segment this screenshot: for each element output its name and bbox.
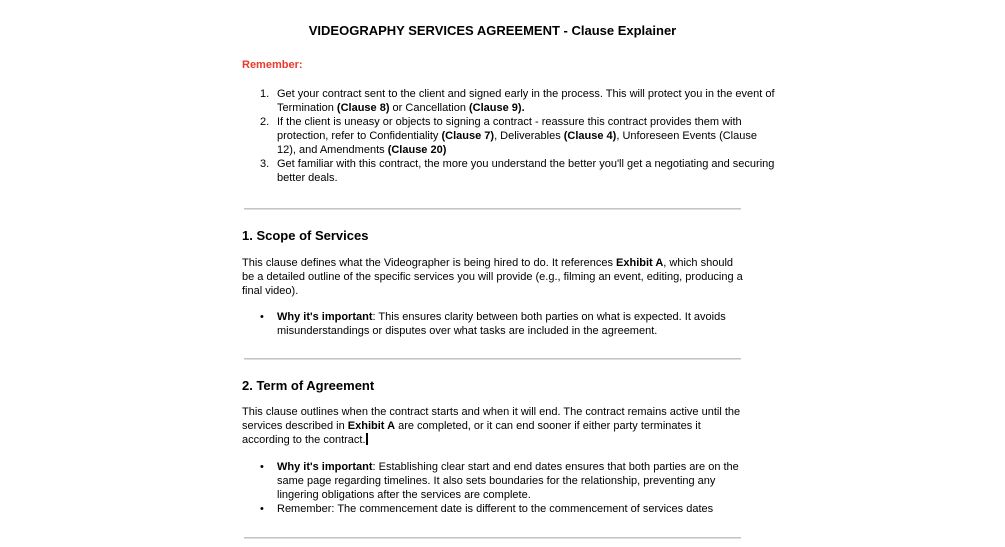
document-title: VIDEOGRAPHY SERVICES AGREEMENT - Clause Explainer (308, 23, 677, 38)
item-text: Get your contract sent to the client and signed early in the process. This will protect you in the event of Termination (Clause 8) or Cancellation (Clause 9). (277, 88, 775, 114)
section-paragraph[interactable]: This clause outlines when the contract starts and when it will end. The contract remains active until the services described in Exhibit A are completed, or it can end sooner if either party terminates it according to the contract. (242, 406, 741, 446)
section-paragraph: This clause defines what the Videographer is being hired to do. It references Exhibit A, which should be a detailed outline of the specific services you will provide (e.g., filming an event, editing, producing a final video). (242, 257, 743, 297)
item-text: Why it's important: Establishing clear start and end dates ensures that both parties are on the same page regarding timelines. It also sets boundaries for the relationship, preventing any lingering obligations after the services are complete. (277, 461, 739, 501)
bullet-item (260, 502, 757, 516)
item-text: Why it's important: This ensures clarity between both parties on what is expected. It avoids misunderstandings or disputes over what tasks are included in the agreement. (277, 311, 726, 337)
section-bullets (242, 310, 757, 338)
item-text: If the client is uneasy or objects to signing a contract - reassure this contract provides them with protection, refer to Confidentiality (Clause 7), Deliverables (Clause 4), Unforeseen Events (Clause 12), and Amendments (Clause 20) (277, 116, 757, 156)
remember-list (242, 87, 777, 185)
list-number: 3. (260, 158, 270, 170)
text-cursor (366, 433, 368, 445)
divider (244, 208, 741, 210)
item-text: Remember: The commencement date is different to the commencement of services dates (277, 503, 714, 515)
section-heading: 1. Scope of Services (242, 228, 369, 243)
list-number: 1. (260, 88, 270, 100)
bullet-icon: • (260, 311, 264, 323)
item-text: Get familiar with this contract, the more you understand the better you'll get a negotiating and securing better deals. (277, 158, 775, 184)
section-bullets (242, 460, 757, 516)
section-heading: 2. Term of Agreement (242, 378, 375, 393)
remember-item (260, 87, 777, 115)
bullet-item (260, 310, 757, 338)
remember-item (260, 157, 777, 185)
remember-label: Remember: (242, 59, 303, 71)
list-number: 2. (260, 116, 270, 128)
divider (244, 537, 741, 539)
remember-item (260, 115, 777, 157)
bullet-icon: • (260, 461, 264, 473)
bullet-item (260, 460, 757, 502)
bullet-icon: • (260, 503, 264, 515)
divider (244, 358, 741, 360)
